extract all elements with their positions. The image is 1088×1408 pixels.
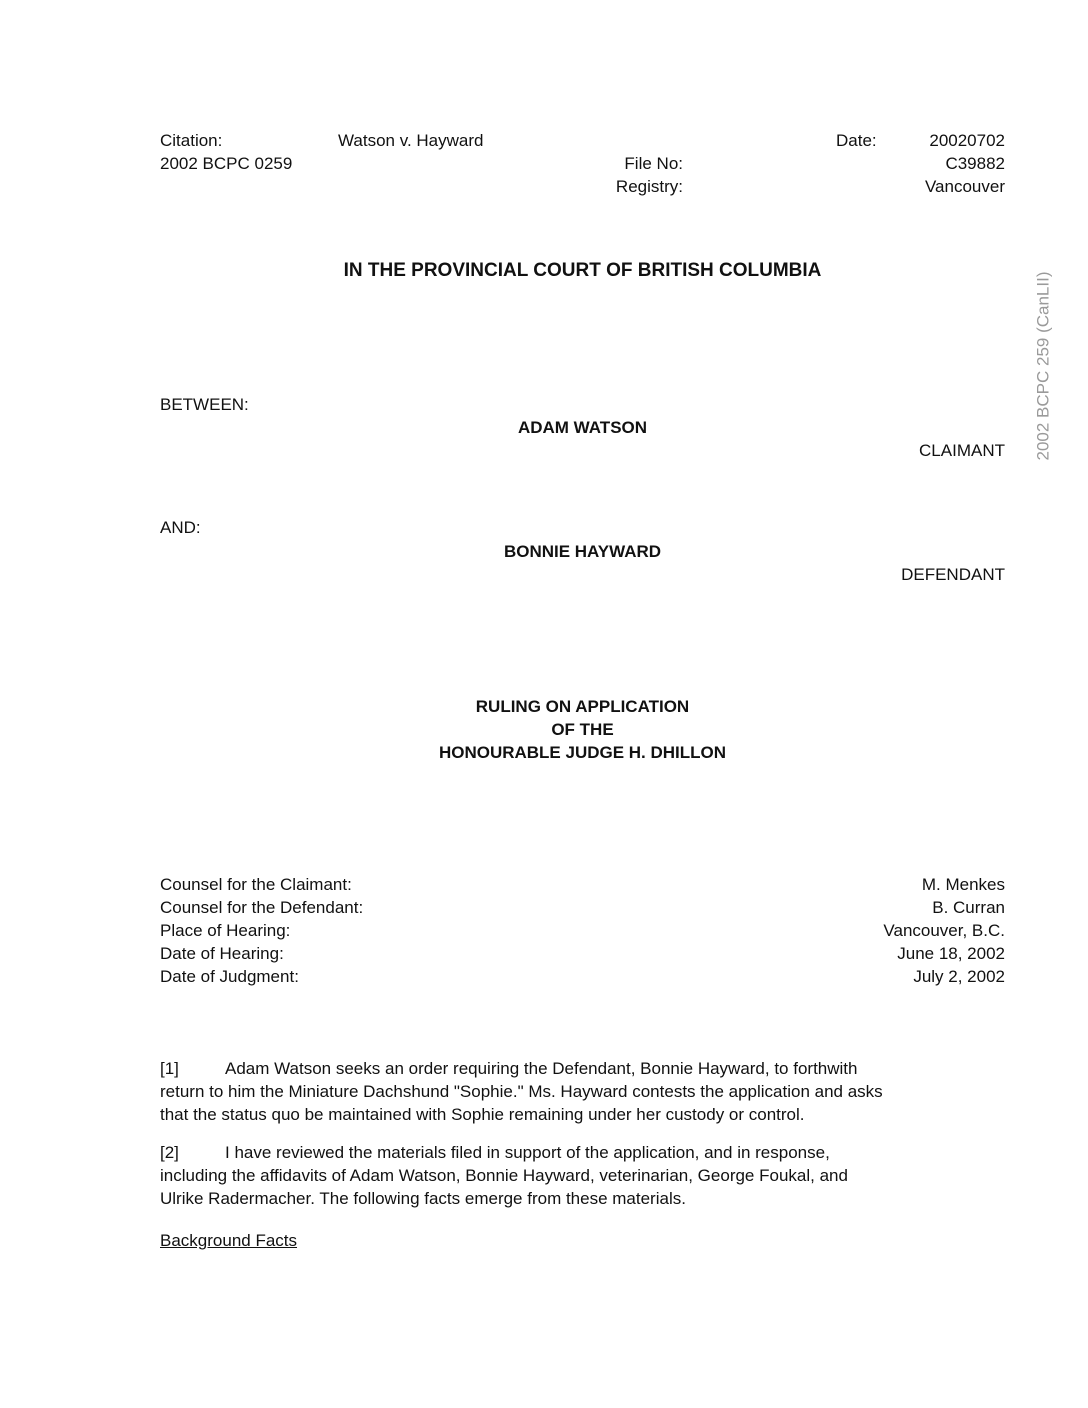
paragraph-line: that the status quo be maintained with Sophie remaining under her custody or control. <box>160 1105 805 1124</box>
claimant-name: ADAM WATSON <box>517 418 648 437</box>
claimant-role: CLAIMANT <box>919 441 1005 460</box>
paragraph-line: return to him the Miniature Dachshund "Sophie." Ms. Hayward contests the application and asks <box>160 1082 883 1101</box>
between-label: BETWEEN: <box>160 395 249 414</box>
paragraph-1 <box>160 1057 930 1126</box>
date-of-judgment-label: Date of Judgment: <box>160 967 299 986</box>
paragraph-text: I have reviewed the materials filed in support of the application, and in response, <box>225 1143 830 1162</box>
date-of-hearing-label: Date of Hearing: <box>160 944 284 963</box>
paragraph-line: including the affidavits of Adam Watson, Bonnie Hayward, veterinarian, George Foukal, and <box>160 1166 848 1185</box>
paragraph-1-first-line <box>160 1057 930 1080</box>
registry-value: Vancouver <box>924 177 1005 196</box>
counsel-claimant-value: M. Menkes <box>921 875 1005 894</box>
file-no-label: File No: <box>624 154 683 173</box>
date-of-hearing-value: June 18, 2002 <box>897 944 1005 963</box>
canlii-watermark: 2002 BCPC 259 (CanLII) <box>1033 271 1053 461</box>
section-heading: Background Facts <box>160 1231 298 1250</box>
citation-label: Citation: <box>160 131 223 150</box>
place-of-hearing-label: Place of Hearing: <box>160 921 291 940</box>
paragraph-2 <box>160 1141 930 1210</box>
paragraph-number: [2] <box>160 1143 179 1162</box>
counsel-defendant-label: Counsel for the Defendant: <box>160 898 364 917</box>
paragraph-line: Ulrike Radermacher. The following facts emerge from these materials. <box>160 1189 686 1208</box>
style-of-cause: Watson v. Hayward <box>338 131 484 150</box>
counsel-defendant-value: B. Curran <box>932 898 1005 917</box>
ruling-line-1: RULING ON APPLICATION <box>475 697 690 716</box>
and-label: AND: <box>160 518 201 537</box>
paragraph-number: [1] <box>160 1059 179 1078</box>
defendant-role: DEFENDANT <box>901 565 1005 584</box>
place-of-hearing-value: Vancouver, B.C. <box>883 921 1005 940</box>
court-title: IN THE PROVINCIAL COURT OF BRITISH COLUMBIA <box>343 260 822 281</box>
ruling-line-3: HONOURABLE JUDGE H. DHILLON <box>438 743 727 762</box>
registry-label: Registry: <box>615 177 683 196</box>
defendant-name: BONNIE HAYWARD <box>503 542 662 561</box>
ruling-line-2: OF THE <box>551 720 614 739</box>
file-no-value: C39882 <box>945 154 1005 173</box>
date-label: Date: <box>836 131 877 150</box>
paragraph-text: Adam Watson seeks an order requiring the Defendant, Bonnie Hayward, to forthwith <box>225 1059 858 1078</box>
date-value: 20020702 <box>929 131 1005 150</box>
paragraph-2-first-line <box>160 1141 930 1164</box>
neutral-citation: 2002 BCPC 0259 <box>160 154 293 173</box>
counsel-claimant-label: Counsel for the Claimant: <box>160 875 352 894</box>
date-of-judgment-value: July 2, 2002 <box>913 967 1005 986</box>
